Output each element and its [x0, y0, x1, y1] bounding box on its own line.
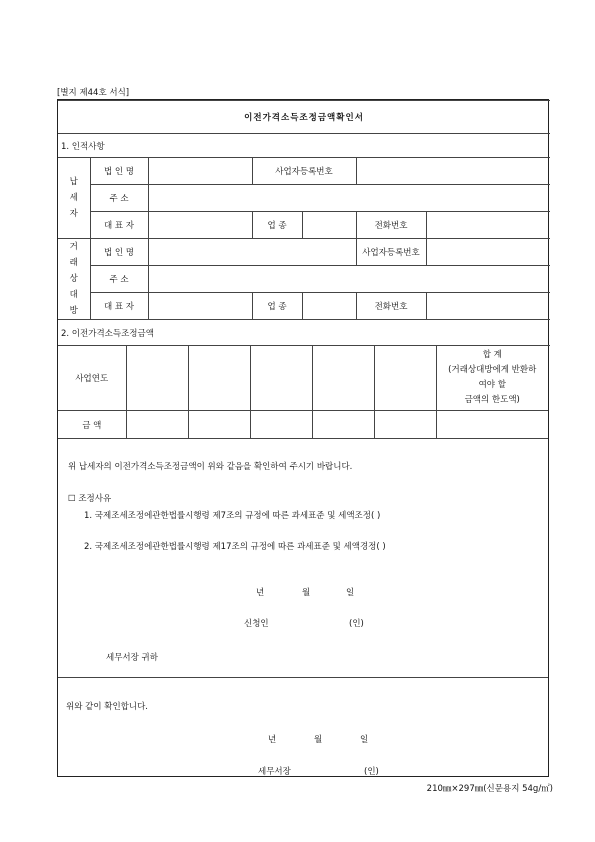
- total-note-1: (거래상대방에게 반환하: [448, 365, 537, 375]
- counterparty-phone-field[interactable]: [426, 293, 550, 320]
- confirm-month: 월: [314, 735, 323, 745]
- amount-cell[interactable]: [312, 411, 374, 439]
- counterparty-address-field[interactable]: [148, 266, 550, 293]
- business-year-cell[interactable]: [188, 346, 250, 411]
- confirm-day: 일: [360, 735, 369, 745]
- taxpayer-biz-type-field[interactable]: [302, 212, 356, 239]
- amount-label: 금 액: [58, 411, 126, 439]
- amount-cell[interactable]: [250, 411, 312, 439]
- section-divider: [58, 677, 548, 678]
- taxpayer-rep-field[interactable]: [148, 212, 252, 239]
- applicant-label: 신청인: [244, 619, 269, 629]
- counterparty-group-label: 거 래 상 대 방: [58, 239, 90, 320]
- section2-heading: 2. 이전가격소득조정금액: [58, 320, 550, 346]
- confirm-year: 년: [268, 735, 277, 745]
- amount-total-cell[interactable]: [436, 411, 548, 439]
- total-header: [436, 346, 548, 411]
- confirm-text: 위와 같이 확인합니다.: [66, 702, 149, 712]
- counterparty-biz-reg-field[interactable]: [426, 239, 550, 266]
- counterparty-address-label: 주 소: [90, 266, 148, 293]
- office-head-seal: (인): [364, 767, 379, 777]
- counterparty-rep-label: 대 표 자: [90, 293, 148, 320]
- counterparty-corp-name-label: 법 인 명: [90, 239, 148, 266]
- reason-heading: ☐ 조정사유: [68, 494, 112, 504]
- form-frame: [57, 99, 549, 777]
- taxpayer-phone-field[interactable]: [426, 212, 550, 239]
- taxpayer-address-label: 주 소: [90, 185, 148, 212]
- form-number-label: [별지 제44호 서식]: [57, 88, 130, 98]
- counterparty-phone-label: 전화번호: [356, 293, 426, 320]
- total-label: 합 계: [482, 350, 502, 360]
- taxpayer-biz-type-label: 업 종: [252, 212, 302, 239]
- counterparty-biz-type-field[interactable]: [302, 293, 356, 320]
- counterparty-rep-field[interactable]: [148, 293, 252, 320]
- request-year: 년: [256, 588, 265, 598]
- taxpayer-biz-reg-label: 사업자등록번호: [252, 158, 356, 185]
- total-note-2: 여야 할: [478, 380, 506, 390]
- request-intro: 위 납세자의 이전가격소득조정금액이 위와 같음을 확인하여 주시기 바랍니다.: [68, 462, 353, 472]
- amount-cell[interactable]: [126, 411, 188, 439]
- office-head-label: 세무서장: [258, 767, 291, 777]
- total-note-3: 금액의 한도액): [464, 395, 520, 405]
- reason-1: 1. 국제조세조정에관한법률시행령 제7조의 규정에 따른 과세표준 및 세액조정( ): [84, 511, 381, 521]
- business-year-cell[interactable]: [126, 346, 188, 411]
- taxpayer-rep-label: 대 표 자: [90, 212, 148, 239]
- business-year-label: 사업연도: [58, 346, 126, 411]
- applicant-seal: (인): [349, 619, 364, 629]
- taxpayer-address-field[interactable]: [148, 185, 550, 212]
- form-title: 이전가격소득조정금액확인서: [58, 101, 550, 134]
- business-year-cell[interactable]: [250, 346, 312, 411]
- business-year-cell[interactable]: [312, 346, 374, 411]
- business-year-cell[interactable]: [374, 346, 436, 411]
- request-month: 월: [302, 588, 311, 598]
- reason-2: 2. 국제조세조정에관한법률시행령 제17조의 규정에 따른 과세표준 및 세액경정( ): [84, 542, 386, 552]
- paper-spec-note: 210㎜×297㎜(신문용지 54g/㎡): [426, 784, 553, 794]
- taxpayer-biz-reg-field[interactable]: [356, 158, 550, 185]
- adjustment-amount-table: [58, 345, 548, 439]
- counterparty-corp-name-field[interactable]: [148, 239, 356, 266]
- form-table: [58, 100, 550, 346]
- request-day: 일: [346, 588, 355, 598]
- counterparty-biz-type-label: 업 종: [252, 293, 302, 320]
- taxpayer-group-label: 납 세 자: [58, 158, 90, 239]
- taxpayer-corp-name-field[interactable]: [148, 158, 252, 185]
- recipient-label: 세무서장 귀하: [106, 653, 158, 663]
- section1-heading: 1. 인적사항: [58, 134, 550, 158]
- counterparty-biz-reg-label: 사업자등록번호: [356, 239, 426, 266]
- amount-cell[interactable]: [374, 411, 436, 439]
- taxpayer-corp-name-label: 법 인 명: [90, 158, 148, 185]
- amount-cell[interactable]: [188, 411, 250, 439]
- taxpayer-phone-label: 전화번호: [356, 212, 426, 239]
